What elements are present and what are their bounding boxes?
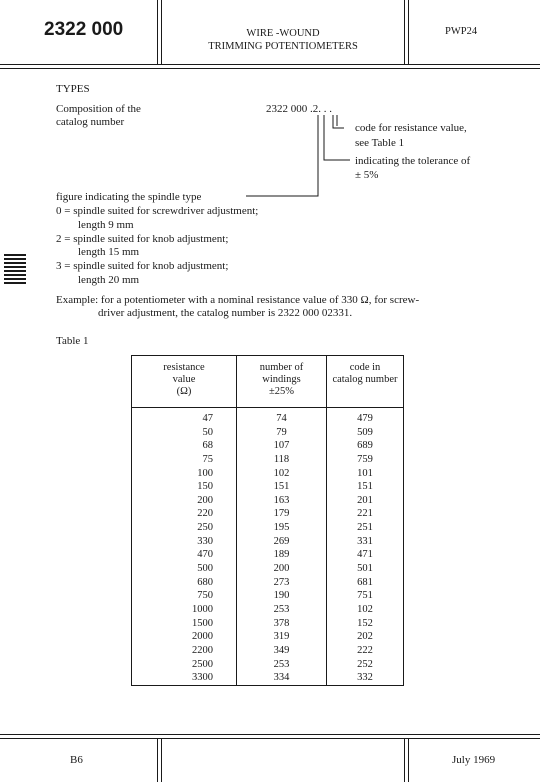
table-row: [132, 480, 404, 494]
cell-resistance: 680: [132, 576, 237, 590]
spindle-option-0-length: length 9 mm: [78, 219, 134, 231]
header-text: windings: [262, 374, 301, 385]
table-row: [132, 535, 404, 549]
cell-windings: 179: [237, 507, 327, 521]
margin-index-mark: [4, 254, 26, 286]
cell-resistance: 150: [132, 480, 237, 494]
header-code: [327, 356, 404, 408]
cell-windings: 253: [237, 603, 327, 617]
spindle-option-3-length: length 20 mm: [78, 274, 140, 286]
cell-windings: 200: [237, 562, 327, 576]
cell-resistance: 750: [132, 589, 237, 603]
tolerance-label-1: indicating the tolerance of: [355, 155, 471, 167]
footer-divider-right: [404, 738, 405, 782]
cell-windings: 349: [237, 644, 327, 658]
spindle-heading: figure indicating the spindle type: [56, 191, 202, 203]
table-row: [132, 412, 404, 426]
cell-code: 331: [327, 535, 404, 549]
header-text: code in: [349, 362, 381, 373]
cell-windings: 190: [237, 589, 327, 603]
cell-code: 759: [327, 453, 404, 467]
cell-resistance: 220: [132, 507, 237, 521]
cell-code: 201: [327, 494, 404, 508]
header-text: ±25%: [268, 386, 294, 397]
cell-windings: 273: [237, 576, 327, 590]
header-text: value: [172, 374, 196, 385]
table-header-row: [132, 356, 404, 408]
cell-windings: 334: [237, 671, 327, 685]
cell-code: 501: [327, 562, 404, 576]
cell-windings: 189: [237, 548, 327, 562]
cell-resistance: 75: [132, 453, 237, 467]
cell-windings: 378: [237, 617, 327, 631]
composition-label-2: catalog number: [56, 116, 125, 128]
cell-resistance: 1000: [132, 603, 237, 617]
spindle-option-3: 3 = spindle suited for knob adjustment;: [56, 260, 229, 272]
spindle-option-2-length: length 15 mm: [78, 246, 140, 258]
cell-windings: 195: [237, 521, 327, 535]
table-caption: Table 1: [56, 335, 89, 347]
cell-code: 681: [327, 576, 404, 590]
cell-windings: 79: [237, 426, 327, 440]
resistance-code-label-1: code for resistance value,: [355, 122, 467, 134]
page-number: B6: [70, 754, 83, 766]
cell-windings: 151: [237, 480, 327, 494]
cell-resistance: 2500: [132, 658, 237, 672]
header-text: (Ω): [176, 386, 192, 397]
table-row: [132, 644, 404, 658]
cell-resistance: 50: [132, 426, 237, 440]
spindle-option-2: 2 = spindle suited for knob adjustment;: [56, 233, 229, 245]
cell-code: 332: [327, 671, 404, 685]
table-row: [132, 603, 404, 617]
cell-code: 751: [327, 589, 404, 603]
table-body: [132, 408, 404, 686]
composition-label-1: Composition of the: [56, 103, 141, 115]
cell-resistance: 3300: [132, 671, 237, 685]
table-row: [132, 562, 404, 576]
table-filler: [132, 685, 404, 686]
resistance-code-label-2: see Table 1: [355, 137, 405, 149]
cell-resistance: 47: [132, 412, 237, 426]
table-row: [132, 630, 404, 644]
footer-divider-right-2: [408, 738, 409, 782]
cell-windings: 163: [237, 494, 327, 508]
cell-resistance: 68: [132, 439, 237, 453]
cell-windings: 107: [237, 439, 327, 453]
cell-code: 222: [327, 644, 404, 658]
cell-windings: 253: [237, 658, 327, 672]
header-code: PWP24: [445, 26, 478, 37]
table-row: [132, 521, 404, 535]
header-text: catalog number: [332, 374, 398, 385]
table-row: [132, 467, 404, 481]
cell-code: 471: [327, 548, 404, 562]
table-row: [132, 548, 404, 562]
cell-windings: 74: [237, 412, 327, 426]
cell-windings: 319: [237, 630, 327, 644]
table-row: [132, 589, 404, 603]
table-row: [132, 439, 404, 453]
footer-divider-left-2: [161, 738, 162, 782]
table-row: [132, 494, 404, 508]
cell-code: 251: [327, 521, 404, 535]
example-line-1: Example: for a potentiometer with a nominal resistance value of 330 Ω, for screw-: [56, 294, 420, 306]
cell-code: 252: [327, 658, 404, 672]
cell-code: 221: [327, 507, 404, 521]
tolerance-label-2: ± 5%: [355, 169, 379, 181]
publication-date: July 1969: [452, 754, 496, 766]
cell-code: 509: [327, 426, 404, 440]
example-line-2: driver adjustment, the catalog number is 2322 000 02331.: [98, 307, 353, 319]
header-resistance: [132, 356, 237, 408]
cell-code: 101: [327, 467, 404, 481]
part-number: 2322 000: [44, 19, 124, 40]
cell-resistance: 330: [132, 535, 237, 549]
table-row: [132, 658, 404, 672]
section-heading: TYPES: [56, 83, 90, 95]
cell-resistance: 2000: [132, 630, 237, 644]
header-windings: [237, 356, 327, 408]
cell-code: 102: [327, 603, 404, 617]
table-row: [132, 671, 404, 685]
table-row: [132, 617, 404, 631]
cell-resistance: 500: [132, 562, 237, 576]
table-row: [132, 426, 404, 440]
cell-resistance: 1500: [132, 617, 237, 631]
header-text: resistance: [163, 362, 205, 373]
table-row: [132, 576, 404, 590]
cell-resistance: 100: [132, 467, 237, 481]
cell-windings: 102: [237, 467, 327, 481]
cell-code: 479: [327, 412, 404, 426]
table-row: [132, 453, 404, 467]
cell-resistance: 2200: [132, 644, 237, 658]
cell-resistance: 470: [132, 548, 237, 562]
cell-resistance: 200: [132, 494, 237, 508]
cell-code: 151: [327, 480, 404, 494]
cell-windings: 118: [237, 453, 327, 467]
header-text: number of: [259, 362, 304, 373]
cell-resistance: 250: [132, 521, 237, 535]
cell-windings: 269: [237, 535, 327, 549]
footer-rule-bottom: [0, 738, 540, 739]
cell-code: 202: [327, 630, 404, 644]
cell-code: 152: [327, 617, 404, 631]
footer-divider-left: [157, 738, 158, 782]
table-row: [132, 507, 404, 521]
cell-code: 689: [327, 439, 404, 453]
header-title-line2: TRIMMING POTENTIOMETERS: [208, 41, 358, 52]
header-title-line1: WIRE -WOUND: [246, 28, 320, 39]
footer-rule-top: [0, 734, 540, 735]
spindle-option-0: 0 = spindle suited for screwdriver adjustment;: [56, 205, 259, 217]
resistance-table: [131, 355, 404, 686]
catalog-pattern: 2322 000 .2. . .: [266, 103, 332, 115]
